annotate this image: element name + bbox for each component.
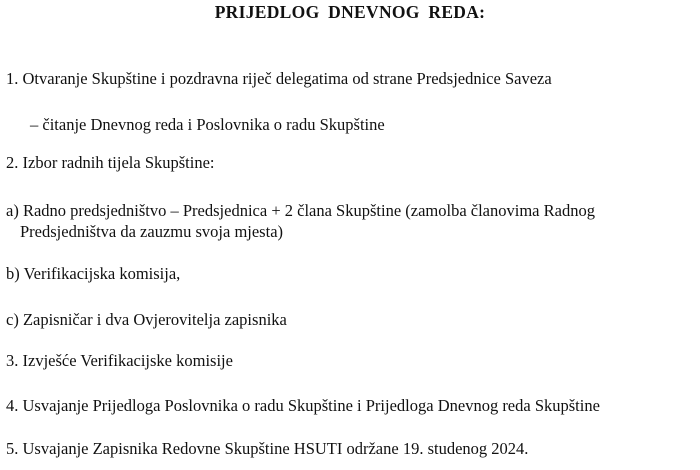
agenda-item-3: 3. Izvješće Verifikacijske komisije xyxy=(6,351,233,370)
agenda-item-1: 1. Otvaranje Skupštine i pozdravna riječ delegatima od strane Predsjednice Saveza xyxy=(6,69,552,88)
agenda-subitem-a: a) Radno predsjedništvo – Predsjednica + 2 člana Skupštine (zamolba članovima Radnog xyxy=(6,201,595,220)
agenda-subitem-c: c) Zapisničar i dva Ovjerovitelja zapisnika xyxy=(6,310,287,329)
page-title: PRIJEDLOG DNEVNOG REDA: xyxy=(214,2,486,22)
agenda-item-5: 5. Usvajanje Zapisnika Redovne Skupštine HSUTI održane 19. studenog 2024. xyxy=(6,439,529,458)
agenda-item-4: 4. Usvajanje Prijedloga Poslovnika o radu Skupštine i Prijedloga Dnevnog reda Skupštine xyxy=(6,396,600,415)
agenda-subitem-a-continuation: Predsjedništva da zauzmu svoja mjesta) xyxy=(20,222,284,241)
agenda-item-1-continuation: – čitanje Dnevnog reda i Poslovnika o radu Skupštine xyxy=(30,115,385,134)
agenda-subitem-b: b) Verifikacijska komisija, xyxy=(6,264,181,283)
agenda-item-2: 2. Izbor radnih tijela Skupštine: xyxy=(6,153,215,172)
